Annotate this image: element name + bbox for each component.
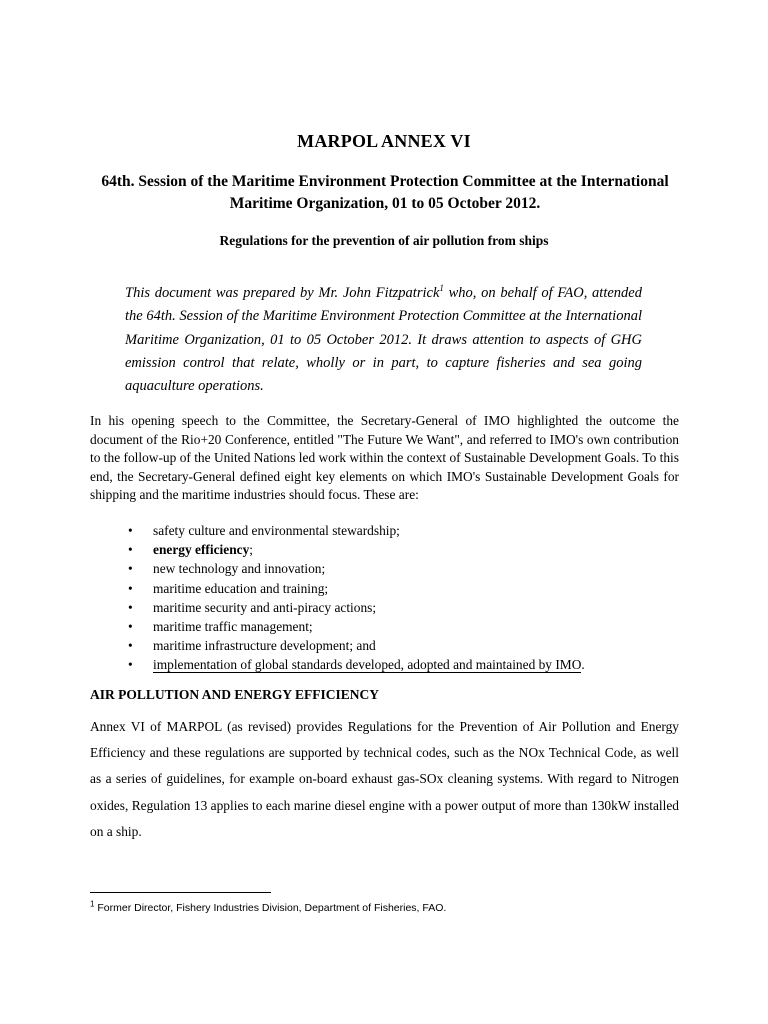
bullet-icon: • (128, 619, 133, 635)
key-elements-list (125, 521, 685, 675)
section-heading: AIR POLLUTION AND ENERGY EFFICIENCY (90, 687, 380, 702)
list-item (125, 636, 685, 655)
intro-paragraph: In his opening speech to the Committee, the Secretary-General of IMO highlighted the outcome the document of the Rio+20 Conference, entitled "The Future We Want", and referred to IMO's own contribution to the follow-up of the United Nations led work within the context of Sustainable Development Goals. To this end, the Secretary-General defined eight key elements on which IMO's Sustainable Development Goals for shipping and the maritime industries should focus. These are: (90, 413, 679, 502)
abstract-paragraph (125, 282, 642, 398)
footnote-text: Former Director, Fishery Industries Division, Department of Fisheries, FAO. (94, 902, 447, 914)
list-item (125, 559, 685, 578)
bullet-icon: • (128, 523, 133, 538)
list-item (125, 617, 685, 636)
document-title: MARPOL ANNEX VI (297, 131, 471, 151)
footnote-divider (90, 892, 271, 893)
bullet-icon: • (128, 599, 133, 615)
list-item (125, 521, 685, 540)
list-item (125, 579, 685, 598)
list-item-text: . (581, 657, 585, 673)
list-item-text: maritime education and training; (153, 580, 329, 596)
list-item (125, 540, 685, 559)
bullet-icon: • (128, 638, 133, 654)
list-item-text: maritime infrastructure development; and (153, 638, 376, 654)
annex-paragraph: Annex VI of MARPOL (as revised) provides Regulations for the Prevention of Air Pollution and Energy Efficiency and these regulations are supported by technical codes, such as the NOx Technical Code, as well as a series of guidelines, for example on-board exhaust gas-SOx cleaning systems. With regard to Nitrogen oxides, Regulation 13 applies to each marine diesel engine with a power output of more than 130kW installed on a ship. (90, 719, 679, 839)
list-item-text: new technology and innovation; (153, 561, 326, 577)
list-item-text: maritime security and anti-piracy actions; (153, 599, 377, 615)
list-item-underlined-text: implementation of global standards developed, adopted and maintained by IMO (153, 657, 582, 673)
list-item (125, 598, 685, 617)
abstract-text-start: This document was prepared by Mr. John Fitzpatrick (125, 285, 440, 301)
footnote-marker: 1 (90, 899, 95, 909)
list-item-bold-text: energy efficiency (153, 542, 250, 558)
footnote (90, 899, 690, 914)
document-subheading: Regulations for the prevention of air pollution from ships (219, 233, 549, 248)
bullet-icon: • (128, 657, 133, 673)
list-item-text: ; (249, 542, 254, 558)
bullet-icon: • (128, 542, 133, 558)
list-item (125, 655, 685, 674)
bullet-icon: • (128, 561, 133, 577)
footnote-reference: 1 (439, 283, 444, 294)
list-item-text: maritime traffic management; (153, 619, 313, 635)
list-item-text: safety culture and environmental stewardship; (153, 523, 400, 538)
abstract-text-end: who, on behalf of FAO, attended the 64th. Session of the Maritime Environment Protection Committee at the International Maritime Organization, 01 to 05 October 2012. It draws attention to aspects of GHG emission control that relate, wholly or in part, to capture fisheries and sea going aquaculture operations. (125, 285, 642, 395)
bullet-icon: • (128, 580, 133, 596)
document-subtitle: 64th. Session of the Maritime Environment Protection Committee at the International Maritime Organization, 01 to 05 October 2012. (101, 173, 669, 212)
